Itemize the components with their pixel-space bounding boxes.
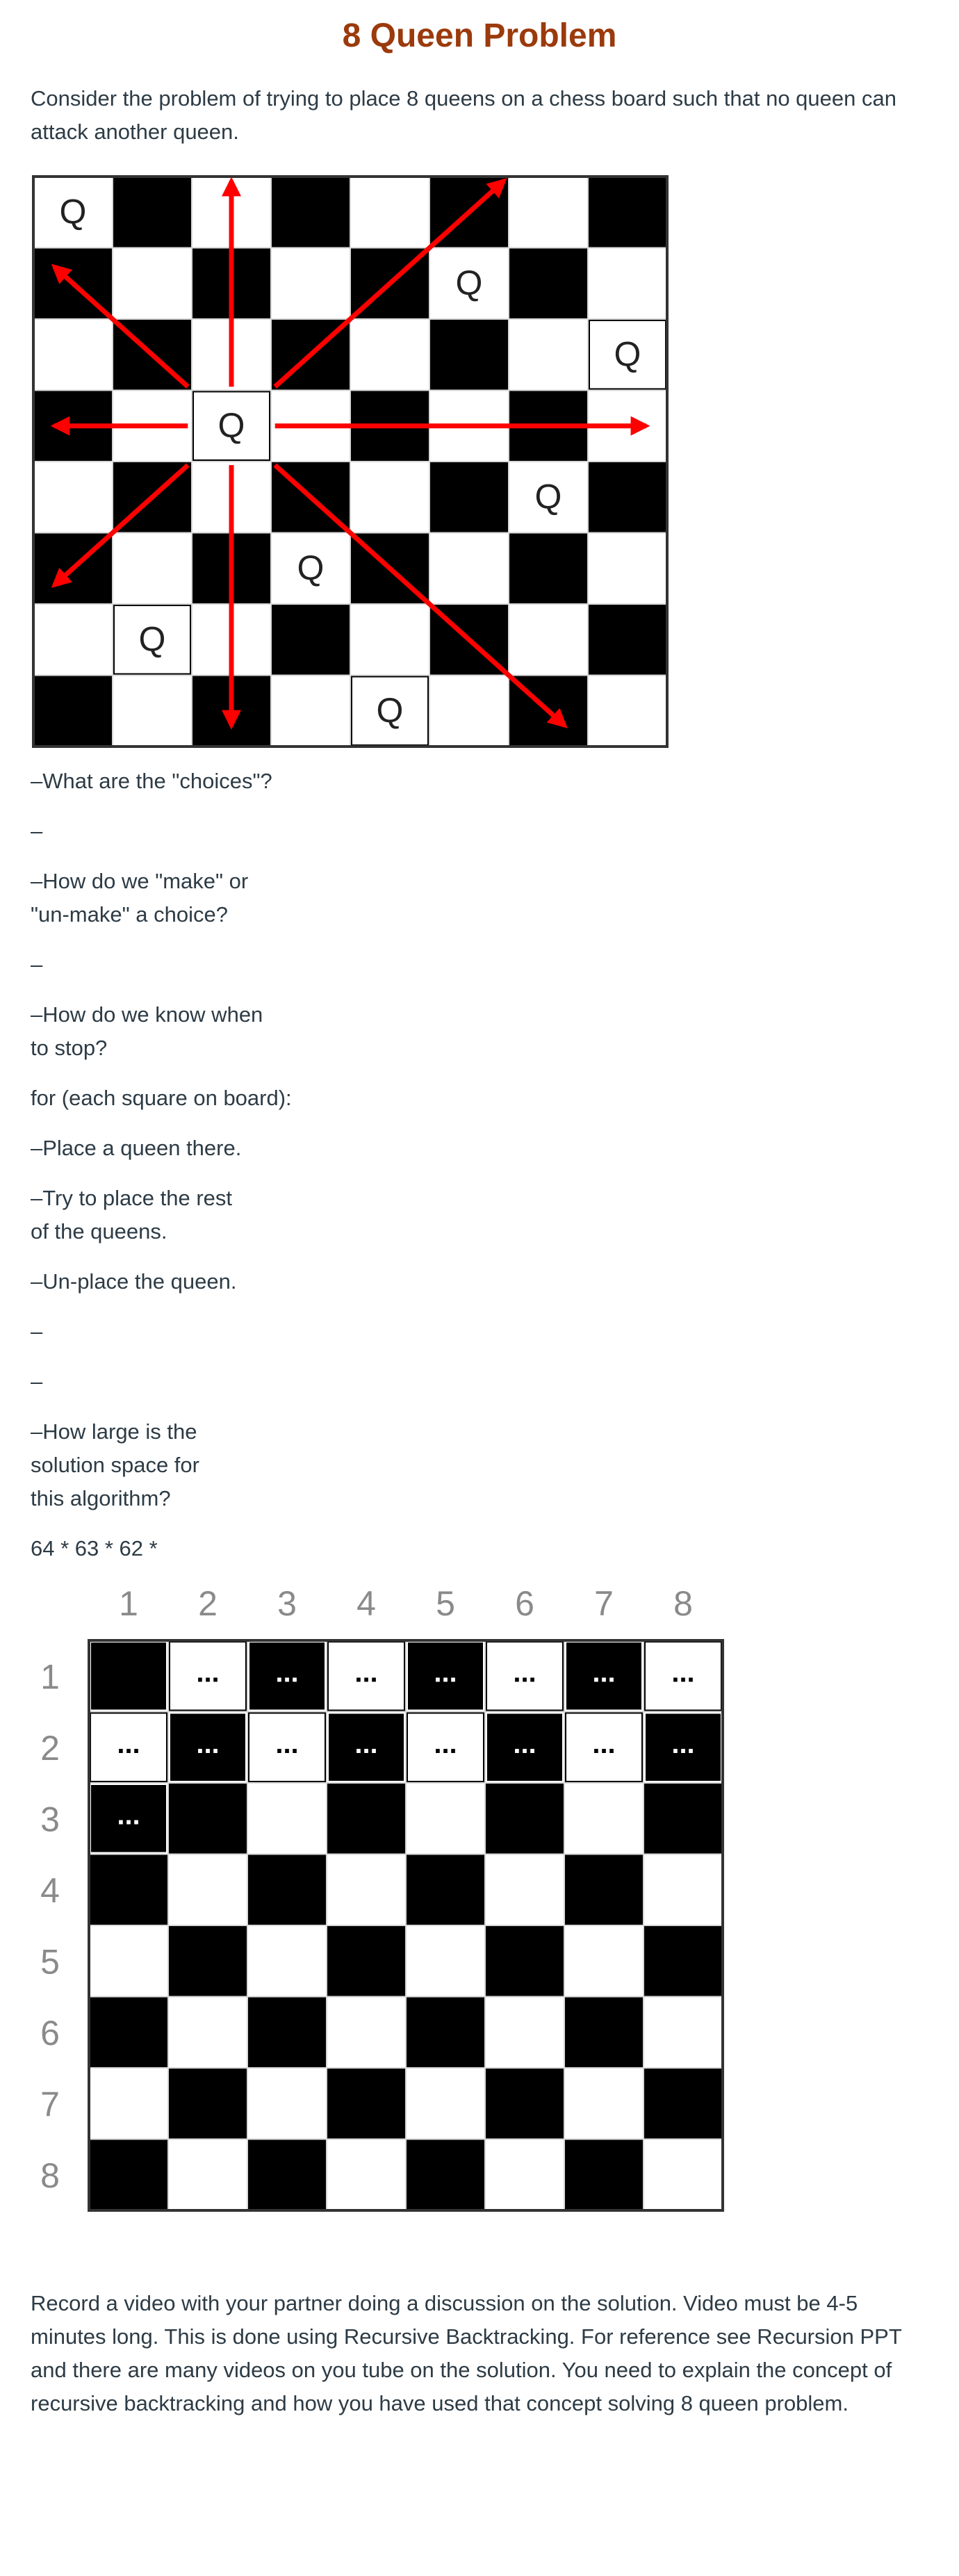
- board-square: [429, 676, 509, 747]
- board-square: [33, 604, 113, 676]
- board-square: [350, 177, 429, 248]
- question-line: –Un-place the queen.: [31, 1269, 237, 1294]
- board-square: [33, 319, 113, 391]
- board-square: [247, 1925, 327, 1997]
- queen-icon: Q: [534, 477, 562, 516]
- question-line: –: [31, 1369, 43, 1394]
- board-square: [350, 604, 429, 676]
- question-line: –Try to place the rest: [31, 1186, 233, 1210]
- board-square: [113, 533, 192, 605]
- board-square: [247, 1783, 327, 1854]
- question-item: [31, 1532, 350, 1565]
- column-label: 7: [594, 1584, 614, 1623]
- question-line: –: [31, 819, 43, 843]
- board-square: [350, 319, 429, 391]
- board-square: [564, 2139, 644, 2211]
- board-square: [406, 1783, 485, 1854]
- row-label: 5: [40, 1942, 60, 1982]
- ellipsis-marker: ...: [513, 1728, 536, 1759]
- board-square: [644, 1997, 723, 2069]
- board-square: [89, 2068, 168, 2139]
- row-label: 8: [40, 2155, 60, 2195]
- solution-space-board: [31, 1572, 739, 2234]
- row-label: 1: [40, 1657, 60, 1697]
- column-label: 5: [436, 1584, 455, 1623]
- board-square: [327, 2139, 406, 2211]
- board-square: [485, 1997, 564, 2069]
- board-square: [429, 533, 509, 605]
- board-square: [588, 604, 667, 676]
- column-label: 4: [356, 1584, 376, 1623]
- board-square: [271, 248, 350, 320]
- question-item: [31, 865, 350, 931]
- assignment-paragraph: Record a video with your partner doing a discussion on the solution. Video must be 4-5 minutes long. This is done using Recursive Backtracking. For reference see Recursion PPT and there are many videos on you tube on the solution. You need to explain the concept of recursive backtracking and how you have used that concept solving 8 queen problem.: [31, 2291, 902, 2415]
- board-square: [564, 1783, 644, 1854]
- board-square: [588, 676, 667, 747]
- ellipsis-marker: ...: [196, 1657, 220, 1688]
- queen-icon: Q: [59, 192, 87, 231]
- board-square: [33, 676, 113, 747]
- queen-icon: Q: [455, 263, 483, 302]
- board-square: [509, 604, 588, 676]
- question-line: –How do we know when: [31, 1002, 263, 1027]
- ellipsis-marker: ...: [354, 1728, 378, 1759]
- board-square: [271, 676, 350, 747]
- board-square: [644, 1783, 723, 1854]
- question-item: [31, 815, 350, 848]
- ellipsis-marker: ...: [196, 1728, 220, 1759]
- question-item: [31, 1265, 350, 1298]
- ellipsis-marker: ...: [592, 1657, 616, 1688]
- board-square: [509, 319, 588, 391]
- question-line: –: [31, 1319, 43, 1344]
- row-label: 2: [40, 1728, 60, 1768]
- board-square: [327, 2068, 406, 2139]
- question-line: –How do we "make" or: [31, 869, 249, 893]
- column-label: 8: [673, 1584, 693, 1623]
- board-square: [89, 1997, 168, 2069]
- board-square: [89, 1854, 168, 1926]
- question-item: [31, 998, 350, 1065]
- question-item: [31, 948, 350, 981]
- question-item: [31, 1365, 350, 1399]
- board-square: [644, 2068, 723, 2139]
- question-item: [31, 1182, 350, 1248]
- board-square: [406, 1925, 485, 1997]
- queen-icon: Q: [115, 1657, 142, 1697]
- board-square: [406, 2139, 485, 2211]
- ellipsis-marker: ...: [592, 1728, 616, 1759]
- board-square: [588, 462, 667, 533]
- board-square: [89, 1925, 168, 1997]
- question-line: to stop?: [31, 1036, 108, 1060]
- ellipsis-marker: ...: [671, 1728, 695, 1759]
- board-square: [485, 1925, 564, 1997]
- board-square: [168, 2068, 247, 2139]
- column-label: 6: [515, 1584, 534, 1623]
- intro-paragraph: Consider the problem of trying to place 8 queens on a chess board such that no queen can attack another queen.: [31, 86, 896, 144]
- board-square: [509, 248, 588, 320]
- question-line: –What are the "choices"?: [31, 769, 272, 793]
- ellipsis-marker: ...: [275, 1657, 299, 1688]
- column-label: 1: [119, 1584, 138, 1623]
- board-square: [327, 1997, 406, 2069]
- board-square: [429, 319, 509, 391]
- ellipsis-marker: ...: [513, 1657, 536, 1688]
- board-square: [509, 177, 588, 248]
- board-square: [509, 533, 588, 605]
- board-square: [33, 462, 113, 533]
- board-square: [350, 462, 429, 533]
- row-label: 6: [40, 2013, 60, 2053]
- board-square: [168, 1854, 247, 1926]
- board-square: [89, 2139, 168, 2211]
- column-label: 3: [277, 1584, 297, 1623]
- board-square: [168, 2139, 247, 2211]
- page-title: 8 Queen Problem: [342, 17, 617, 54]
- question-line: of the queens.: [31, 1219, 167, 1244]
- board-square: [168, 1997, 247, 2069]
- board-square: [168, 1925, 247, 1997]
- ellipsis-marker: ...: [434, 1657, 457, 1688]
- board-square: [247, 1997, 327, 2069]
- question-line: –How large is the: [31, 1419, 197, 1444]
- board-square: [247, 2139, 327, 2211]
- board-square: [588, 533, 667, 605]
- ellipsis-marker: ...: [434, 1728, 457, 1759]
- question-line: for (each square on board):: [31, 1086, 292, 1110]
- board-square: [327, 1783, 406, 1854]
- board-square: [247, 2068, 327, 2139]
- question-line: 64 * 63 * 62 *: [31, 1536, 158, 1560]
- board-square: [644, 1854, 723, 1926]
- queen-icon: Q: [376, 690, 404, 730]
- board-square: [406, 1854, 485, 1926]
- row-label: 4: [40, 1870, 60, 1910]
- row-label: 3: [40, 1800, 60, 1839]
- queen-icon: Q: [218, 405, 245, 445]
- board-square: [644, 1925, 723, 1997]
- board-square: [271, 177, 350, 248]
- board-square: [168, 1783, 247, 1854]
- question-item: [31, 765, 350, 798]
- question-item: [31, 1315, 350, 1348]
- queen-icon: Q: [614, 334, 641, 374]
- board-square: [564, 2068, 644, 2139]
- board-square: [406, 2068, 485, 2139]
- question-line: "un-make" a choice?: [31, 902, 228, 927]
- board-square: [429, 462, 509, 533]
- board-square: [485, 2139, 564, 2211]
- ellipsis-marker: ...: [354, 1657, 378, 1688]
- board-square: [113, 676, 192, 747]
- board-square: [588, 248, 667, 320]
- row-label: 7: [40, 2085, 60, 2124]
- board-square: [564, 1854, 644, 1926]
- ellipsis-marker: ...: [117, 1800, 140, 1831]
- board-square: [271, 604, 350, 676]
- ellipsis-marker: ...: [275, 1728, 299, 1759]
- board-square: [247, 1854, 327, 1926]
- board-square: [485, 2068, 564, 2139]
- queens-attack-board: [31, 174, 671, 751]
- ellipsis-marker: ...: [671, 1657, 695, 1688]
- board-square: [564, 1925, 644, 1997]
- question-item: [31, 1082, 350, 1115]
- question-item: [31, 1415, 350, 1515]
- board-square: [485, 1854, 564, 1926]
- question-item: [31, 1132, 350, 1165]
- board-square: [327, 1854, 406, 1926]
- question-line: this algorithm?: [31, 1486, 171, 1510]
- queen-icon: Q: [138, 619, 166, 659]
- question-line: solution space for: [31, 1453, 199, 1477]
- board-square: [113, 177, 192, 248]
- board-square: [406, 1997, 485, 2069]
- question-line: –: [31, 952, 43, 977]
- board-square: [588, 177, 667, 248]
- column-label: 2: [198, 1584, 218, 1623]
- board-square: [327, 1925, 406, 1997]
- board-square: [644, 2139, 723, 2211]
- board-square: [113, 248, 192, 320]
- board-square: [564, 1997, 644, 2069]
- question-line: –Place a queen there.: [31, 1136, 242, 1160]
- board-square: [485, 1783, 564, 1854]
- queen-icon: Q: [297, 548, 325, 587]
- ellipsis-marker: ...: [117, 1728, 140, 1759]
